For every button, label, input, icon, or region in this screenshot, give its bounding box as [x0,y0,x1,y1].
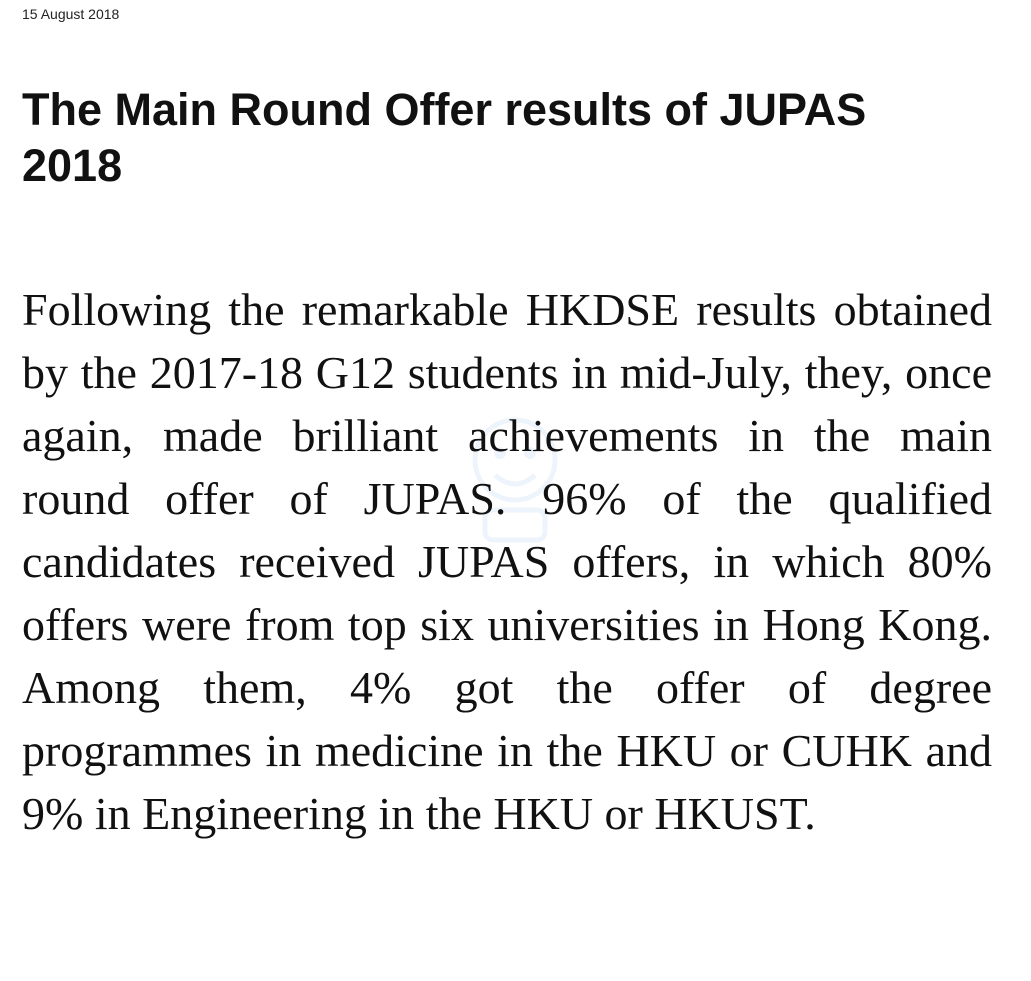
article-title: The Main Round Offer results of JUPAS 2018 [22,84,867,191]
article-body: Following the remarkable HKDSE results obtained by the 2017-18 G12 students in mid-July, they, once again, made brilliant achievements in the main round offer of JUPAS. 96% of the qualified candidates received JUPAS offers, in which 80% offers were from top six universities in Hong Kong. Among them, 4% got the offer of degree programmes in medicine in the HKU or CUHK and 9% in Engineering in the HKU or HKUST. [22,284,992,839]
article-date: 15 August 2018 [22,6,120,22]
